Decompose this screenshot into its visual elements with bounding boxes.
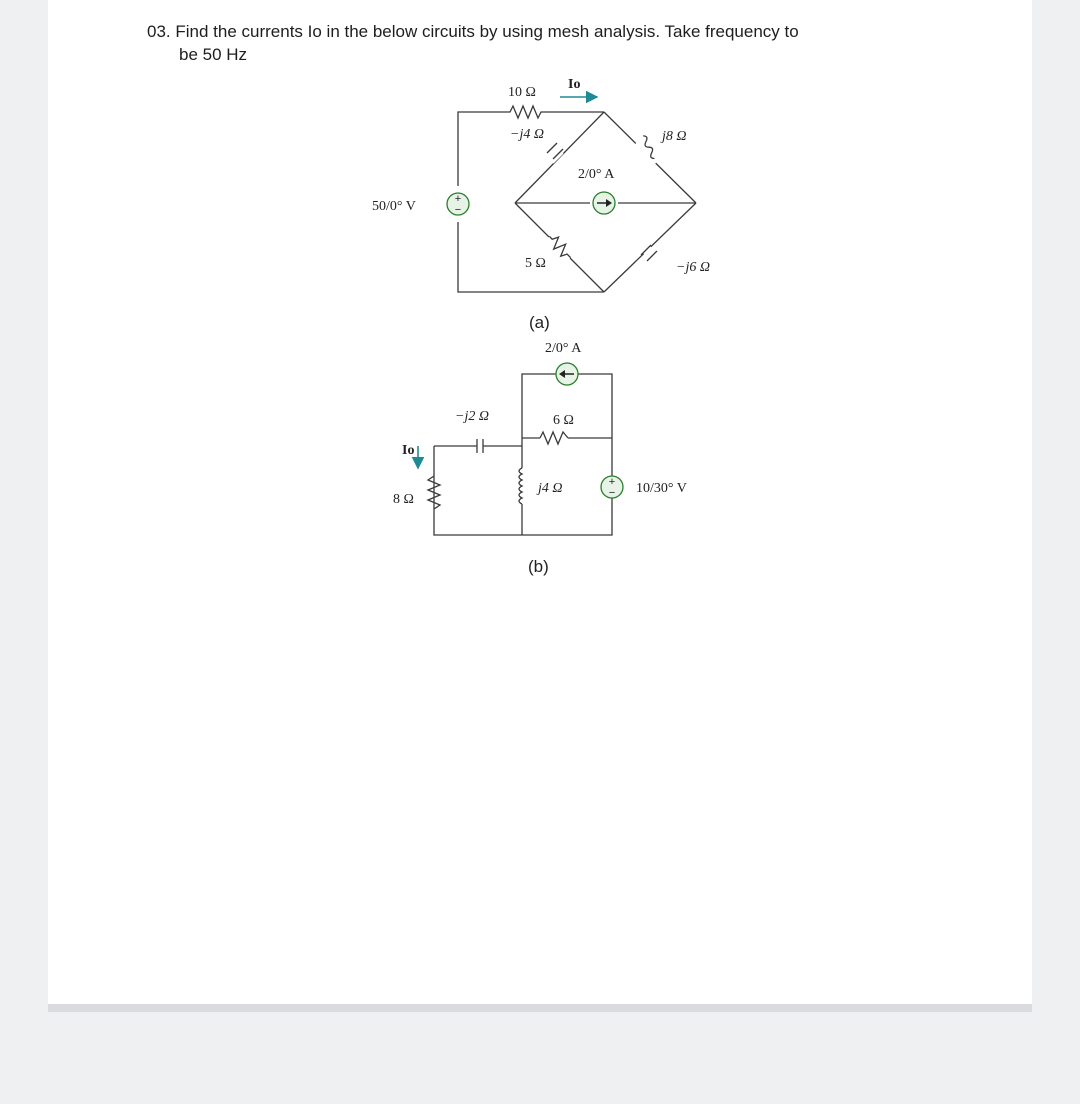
capacitor-j2 <box>477 439 483 453</box>
label-cap-j6: −j6 Ω <box>676 260 710 275</box>
caption-b: (b) <box>528 557 549 576</box>
inductor-j4 <box>519 468 522 504</box>
wire-b-outer <box>434 446 612 535</box>
resistor-5-ohm <box>544 231 575 262</box>
label-current-io-b: Io <box>402 443 415 458</box>
svg-text:−: − <box>608 487 616 499</box>
label-ind-j8: j8 Ω <box>662 129 687 144</box>
svg-text:+: + <box>454 193 462 205</box>
label-resistor-5: 5 Ω <box>525 256 546 271</box>
label-resistor-6: 6 Ω <box>553 413 574 428</box>
label-resistor-8: 8 Ω <box>393 492 414 507</box>
question-line-2: be 50 Hz <box>179 45 248 64</box>
current-source-a <box>593 192 615 214</box>
label-cap-j4: −j4 Ω <box>510 127 544 142</box>
svg-text:+: + <box>608 476 616 488</box>
current-source-b <box>556 363 578 385</box>
label-current-io-a: Io <box>568 77 581 92</box>
wire-b-right <box>578 374 612 476</box>
voltage-source-b <box>601 476 623 499</box>
question-line-1: 03. Find the currents Io in the below circuits by using mesh analysis. Take frequency to <box>147 22 799 41</box>
label-current-source-b: 2/0° A <box>545 341 582 356</box>
circuit-a <box>372 77 710 332</box>
inductor-j8 <box>631 135 661 168</box>
label-ind-j4: j4 Ω <box>538 481 563 496</box>
circuit-b <box>393 341 687 576</box>
label-voltage-source-a: 50/0° V <box>372 199 416 214</box>
label-resistor-10: 10 Ω <box>508 85 536 100</box>
wire-b-top-left <box>522 374 556 468</box>
label-current-source-a: 2/0° A <box>578 167 615 182</box>
label-cap-j2: −j2 Ω <box>455 409 489 424</box>
capacitor-j6 <box>641 245 658 262</box>
label-voltage-source-b: 10/30° V <box>636 481 687 496</box>
caption-a: (a) <box>529 313 550 332</box>
wire-a-top-left <box>458 112 505 186</box>
svg-text:−: − <box>454 204 462 216</box>
resistor-10-ohm <box>505 106 604 118</box>
resistor-6-ohm <box>540 432 568 444</box>
voltage-source-a <box>447 193 469 216</box>
capacitor-j4 <box>547 143 564 163</box>
